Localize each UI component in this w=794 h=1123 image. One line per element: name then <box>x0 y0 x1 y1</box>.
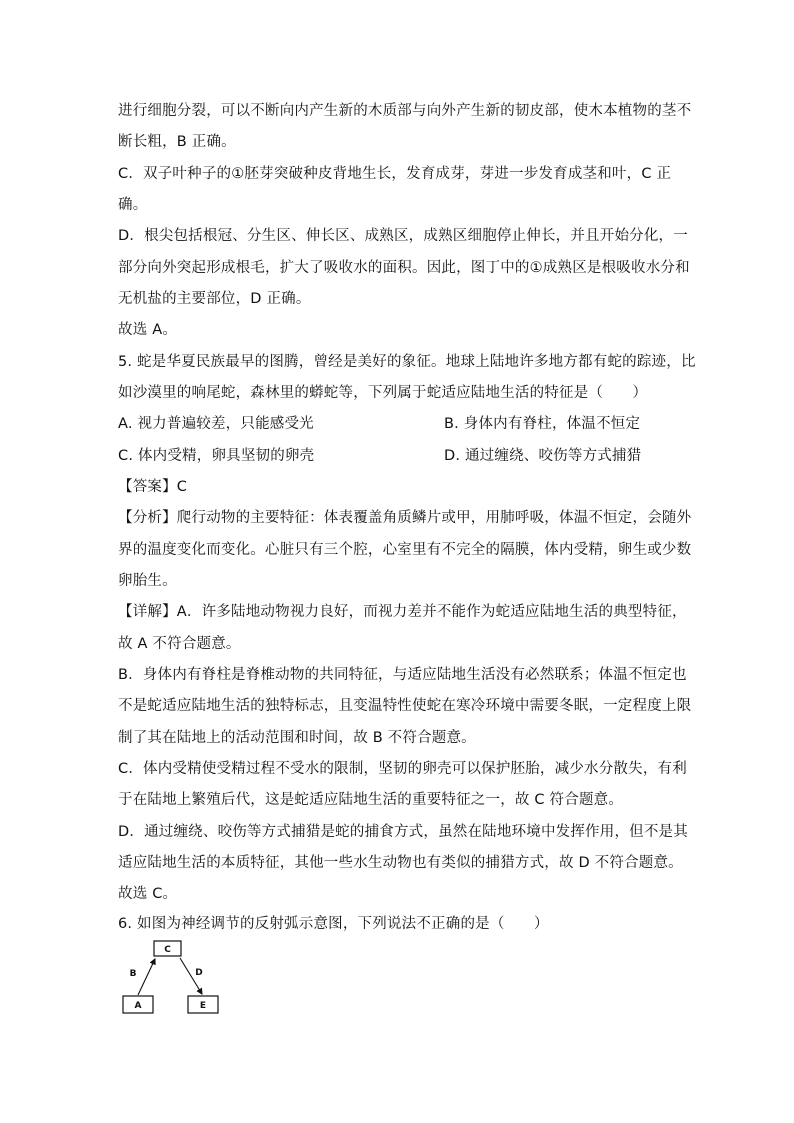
detail-line: 不是蛇适应陆地生活的独特标志，且变温特性使蛇在寒冷环境中需要冬眠，一定程度上限 <box>118 698 692 714</box>
question-5-stem: 5. 蛇是华夏民族最早的图腾，曾经是美好的象征。地球上陆地许多地方都有蛇的踪迹，比 <box>118 354 696 370</box>
detail-line: D．通过缠绕、咬伤等方式捕猎是蛇的捕食方式，虽然在陆地环境中发挥作用，但不是其 <box>118 824 688 840</box>
label-c: C <box>164 945 171 955</box>
text-line: D．根尖包括根冠、分生区、伸长区、成熟区，成熟区细胞停止伸长，并且开始分化，一 <box>118 228 688 244</box>
text-line: 确。 <box>118 197 148 213</box>
detail-line: 于在陆地上繁殖后代，这是蛇适应陆地生活的重要特征之一，故 C 符合题意。 <box>118 792 624 808</box>
detail-line: 【详解】A．许多陆地动物视力良好，而视力差并不能作为蛇适应陆地生活的典型特征， <box>118 604 687 620</box>
detail-line: 适应陆地生活的本质特征，其他一些水生动物也有类似的捕猎方式，故 D 不符合题意。 <box>118 855 683 871</box>
option-a: A. 视力普遍较差，只能感受光 <box>118 416 314 432</box>
analysis-line: 界的温度变化而变化。心脏只有三个腔，心室里有不完全的隔膜，体内受精，卵生或少数 <box>118 542 692 558</box>
question-6-stem: 6. 如图为神经调节的反射弧示意图，下列说法不正确的是（ ） <box>118 916 549 932</box>
label-d: D <box>195 968 203 978</box>
analysis-line: 【分析】爬行动物的主要特征：体表覆盖角质鳞片或甲，用肺呼吸，体温不恒定，会随外 <box>118 510 692 526</box>
option-b: B. 身体内有脊柱，体温不恒定 <box>444 416 641 432</box>
text-line: 部分向外突起形成根毛，扩大了吸收水的面积。因此，图丁中的①成熟区是根吸收水分和 <box>118 260 690 276</box>
analysis-line: 卵胎生。 <box>118 573 177 589</box>
text-line: 无机盐的主要部位，D 正确。 <box>118 291 311 307</box>
option-d: D. 通过缠绕、咬伤等方式捕猎 <box>444 448 642 464</box>
detail-line: C．体内受精使受精过程不受水的限制，坚韧的卵壳可以保护胚胎，减少水分散失，有利 <box>118 761 687 777</box>
text-line: C．双子叶种子的①胚芽突破种皮背地生长，发育成芽，芽进一步发育成茎和叶，C 正 <box>118 166 672 182</box>
label-e: E <box>199 1001 207 1011</box>
answer-line: 【答案】C <box>118 479 188 495</box>
label-a: A <box>134 1001 142 1011</box>
question-5-stem: 如沙漠里的响尾蛇，森林里的蟒蛇等，下列属于蛇适应陆地生活的特征是（ ） <box>118 385 648 401</box>
option-c: C. 体内受精，卵具坚韧的卵壳 <box>118 448 315 464</box>
text-line: 进行细胞分裂，可以不断向内产生新的木质部与向外产生新的韧皮部，使木本植物的茎不 <box>118 103 692 119</box>
reflex-arc-diagram <box>118 936 228 1022</box>
label-b: B <box>129 969 137 979</box>
detail-line: 故 A 不符合题意。 <box>118 636 241 652</box>
detail-line: B．身体内有脊柱是脊椎动物的共同特征，与适应陆地生活没有必然联系；体温不恒定也 <box>118 667 687 683</box>
text-line: 断长粗，B 正确。 <box>118 134 236 150</box>
arrow-b <box>138 959 155 995</box>
detail-line: 制了其在陆地上的活动范围和时间，故 B 不符合题意。 <box>118 730 476 746</box>
detail-line: 故选 C。 <box>118 886 178 902</box>
text-line: 故选 A。 <box>118 322 178 338</box>
